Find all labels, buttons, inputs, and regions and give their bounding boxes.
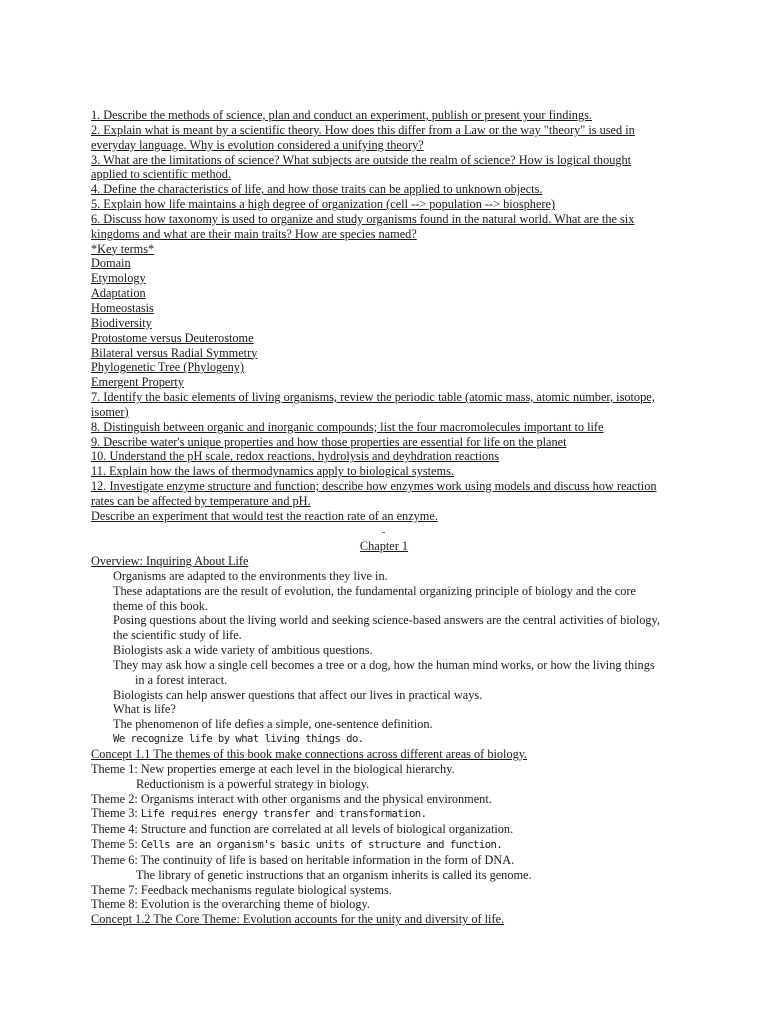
note-line: Posing questions about the living world and seeking science-based answers are the central activities of biology,	[113, 613, 660, 628]
key-term: Homeostasis	[91, 300, 154, 315]
theme-line: Theme 6: The continuity of life is based on heritable information in the form of DNA.	[91, 852, 515, 867]
key-term: Bilateral versus Radial Symmetry	[91, 345, 258, 360]
question-line: 1. Describe the methods of science, plan and conduct an experiment, publish or present your findings.	[91, 108, 592, 122]
overview-heading: Overview: Inquiring About Life	[91, 554, 249, 568]
question-line: Describe an experiment that would test the reaction rate of an enzyme.	[91, 508, 438, 523]
question-line: 12. Investigate enzyme structure and function; describe how enzymes work using models and discuss how reaction	[91, 479, 657, 494]
question-line: 6. Discuss how taxonomy is used to organize and study organisms found in the natural world. What are the six	[91, 211, 635, 226]
chapter-heading	[0, 539, 768, 554]
note-line: in a forest interact.	[135, 672, 228, 687]
note-line: The phenomenon of life defies a simple, one-sentence definition.	[113, 717, 433, 732]
question-line: 10. Understand the pH scale, redox reactions, hydrolysis and deyhdration reactions	[91, 449, 500, 464]
key-term: Domain	[91, 256, 131, 271]
question-line: applied to scientific method.	[91, 167, 232, 182]
question-line: 3. What are the limitations of science? What subjects are outside the realm of science? How is logical thought	[91, 152, 632, 167]
concept-heading: Concept 1.2 The Core Theme: Evolution accounts for the unity and diversity of life.	[91, 912, 505, 927]
note-line: Biologists can help answer questions that affect our lives in practical ways.	[113, 687, 483, 702]
question-line: everyday language. Why is evolution considered a unifying theory?	[91, 137, 424, 152]
theme-text: Cells are an organism's basic units of structure and function.	[140, 839, 503, 852]
question-line: rates can be affected by temperature and pH.	[91, 493, 311, 508]
chapter-notes	[91, 554, 691, 927]
key-term: Biodiversity	[91, 315, 152, 330]
note-line: We recognize life by what living things do.	[113, 733, 364, 746]
theme-line: Theme 2: Organisms interact with other organisms and the physical environment.	[91, 791, 492, 806]
question-line: isomer)	[91, 404, 129, 419]
theme-line	[91, 837, 691, 853]
note-line: These adaptations are the result of evolution, the fundamental organizing principle of biology and the core	[113, 583, 636, 598]
key-term: Phylogenetic Tree (Phylogeny)	[91, 360, 245, 375]
theme-label: Theme 3:	[91, 806, 138, 821]
study-questions-list	[91, 108, 681, 524]
chapter-title: Chapter 1	[359, 539, 409, 553]
theme-line: Theme 4: Structure and function are correlated at all levels of biological organization.	[91, 822, 514, 837]
concept-heading: Concept 1.1 The themes of this book make connections across different areas of biology.	[91, 746, 528, 761]
theme-line: Theme 1: New properties emerge at each level in the biological hierarchy.	[91, 761, 455, 776]
question-line: 4. Define the characteristics of life, and how those traits can be applied to unknown objects.	[91, 182, 543, 197]
chapter-tick-mark: -	[382, 527, 386, 538]
key-term: Adaptation	[91, 286, 146, 301]
note-line: Reductionism is a powerful strategy in biology.	[136, 776, 370, 791]
key-terms-heading: *Key terms*	[91, 241, 155, 256]
note-line: They may ask how a single cell becomes a tree or a dog, how the human mind works, or how the living things	[113, 657, 655, 672]
note-line: the scientific study of life.	[113, 628, 242, 643]
key-term: Etymology	[91, 271, 146, 286]
question-line: 8. Distinguish between organic and inorganic compounds; list the four macromolecules important to life	[91, 419, 604, 434]
theme-label: Theme 5:	[91, 837, 138, 852]
note-line: What is life?	[113, 702, 176, 717]
key-term: Protostome versus Deuterostome	[91, 330, 254, 345]
question-line: 7. Identify the basic elements of living organisms, review the periodic table (atomic mass, atomic number, isotope,	[91, 390, 655, 405]
question-line: 9. Describe water's unique properties and how those properties are essential for life on the planet	[91, 434, 567, 449]
note-line: The library of genetic instructions that an organism inherits is called its genome.	[136, 867, 532, 882]
question-line: 11. Explain how the laws of thermodynamics apply to biological systems.	[91, 464, 454, 479]
question-line: kingdoms and what are their main traits? How are species named?	[91, 226, 417, 241]
theme-line: Theme 8: Evolution is the overarching theme of biology.	[91, 897, 370, 912]
question-line: 2. Explain what is meant by a scientific theory. How does this differ from a Law or the way "theory" is used in	[91, 122, 635, 137]
note-line: Biologists ask a wide variety of ambitious questions.	[113, 643, 373, 658]
theme-text: Life requires energy transfer and transformation.	[140, 808, 427, 821]
note-line: theme of this book.	[113, 598, 208, 613]
note-line: Organisms are adapted to the environments they live in.	[113, 568, 388, 583]
key-term: Emergent Property	[91, 375, 185, 390]
question-line: 5. Explain how life maintains a high degree of organization (cell --> population --> biosphere)	[91, 197, 556, 212]
theme-line: Theme 7: Feedback mechanisms regulate biological systems.	[91, 882, 392, 897]
theme-line	[91, 806, 691, 822]
